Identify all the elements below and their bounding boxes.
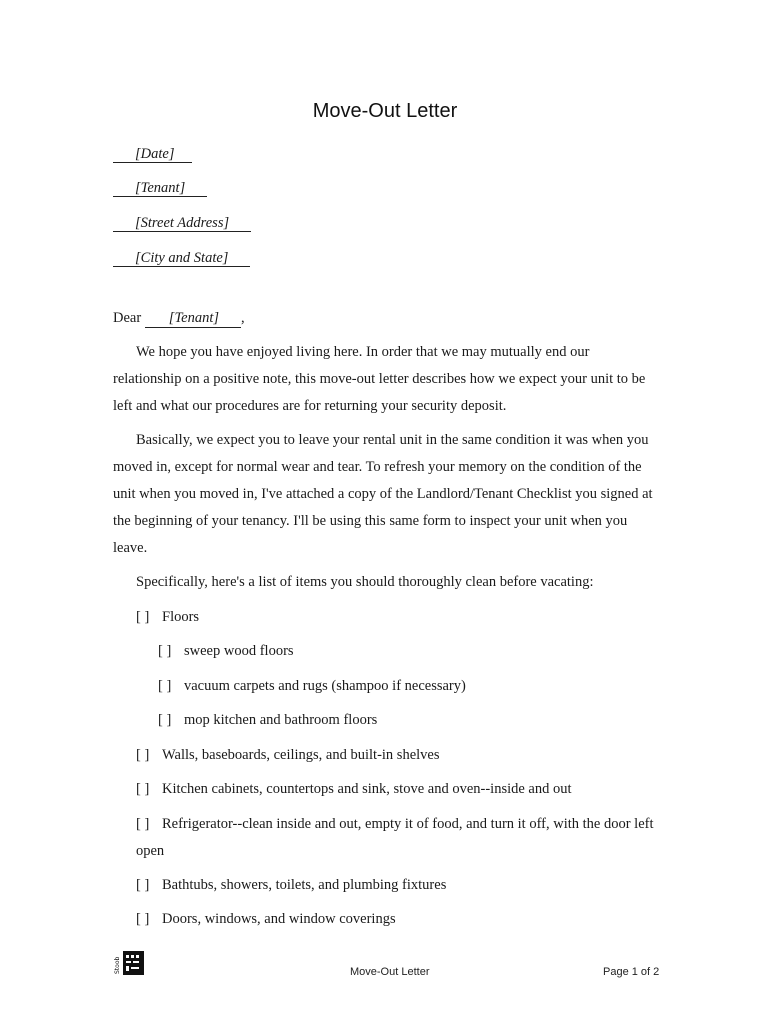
checklist-subitem xyxy=(158,638,294,665)
footer-page-number: Page 1 of 2 xyxy=(603,966,660,978)
checklist-item-label: Refrigerator--clean inside and out, empty it of food, and turn it off, with the door left open xyxy=(136,816,654,859)
brand-logo-icon xyxy=(113,950,145,976)
checkbox-icon: [ ] xyxy=(158,678,172,694)
salutation-dear: Dear xyxy=(113,310,142,326)
street-address-blank: [Street Address] xyxy=(113,215,251,232)
checklist-item xyxy=(136,776,572,803)
checklist-item-label: sweep wood floors xyxy=(184,643,294,659)
checklist-item-label: Floors xyxy=(162,609,200,625)
checklist-subitem xyxy=(158,673,466,700)
checkbox-icon: [ ] xyxy=(136,911,150,927)
checkbox-icon: [ ] xyxy=(136,747,150,763)
checkbox-icon: [ ] xyxy=(136,877,150,893)
salutation-comma: , xyxy=(241,310,245,326)
checklist-item xyxy=(136,906,396,933)
city-state-blank: [City and State] xyxy=(113,250,250,267)
checklist-item xyxy=(136,811,656,865)
salutation-tenant-blank: [Tenant] xyxy=(145,310,241,328)
paragraph-intro: We hope you have enjoyed living here. In order that we may mutually end our relationship on a positive note, this move-out letter describes how we expect your unit to be left and what our procedures are for returning your security deposit. xyxy=(113,344,646,414)
date-blank: [Date] xyxy=(113,146,192,163)
salutation xyxy=(113,310,245,328)
checkbox-icon: [ ] xyxy=(158,643,172,659)
checkbox-icon: [ ] xyxy=(158,712,172,728)
checklist-item xyxy=(136,604,199,631)
tenant-field xyxy=(113,180,207,197)
footer-title: Move-Out Letter xyxy=(350,966,430,978)
checklist-item xyxy=(136,872,446,899)
date-field xyxy=(113,146,192,163)
city-state-field xyxy=(113,250,250,267)
checklist-subitem xyxy=(158,707,377,734)
checkbox-icon: [ ] xyxy=(136,816,150,832)
checklist-item xyxy=(136,742,440,769)
document-title: Move-Out Letter xyxy=(312,100,458,122)
checklist-item-label: vacuum carpets and rugs (shampoo if necessary) xyxy=(184,678,466,694)
checkbox-icon: [ ] xyxy=(136,609,150,625)
street-address-field xyxy=(113,215,251,232)
paragraph-specifically: Specifically, here's a list of items you should thoroughly clean before vacating: xyxy=(136,574,594,590)
checkbox-icon: [ ] xyxy=(136,781,150,797)
checklist-item-label: Kitchen cabinets, countertops and sink, stove and oven--inside and out xyxy=(162,781,572,797)
tenant-blank: [Tenant] xyxy=(113,180,207,197)
logo-text: Stoob xyxy=(114,956,121,974)
checklist-item-label: mop kitchen and bathroom floors xyxy=(184,712,378,728)
checklist-item-label: Walls, baseboards, ceilings, and built-in shelves xyxy=(162,747,440,763)
paragraph-condition: Basically, we expect you to leave your rental unit in the same condition it was when you moved in, except for normal wear and tear. To refresh your memory on the condition of the unit when you moved in, I've attached a copy of the Landlord/Tenant Checklist you signed at the beginning of your tenancy. I'll be using this same form to inspect your unit when you leave. xyxy=(113,432,653,556)
checklist-item-label: Doors, windows, and window coverings xyxy=(162,911,396,927)
checklist-item-label: Bathtubs, showers, toilets, and plumbing fixtures xyxy=(162,877,447,893)
